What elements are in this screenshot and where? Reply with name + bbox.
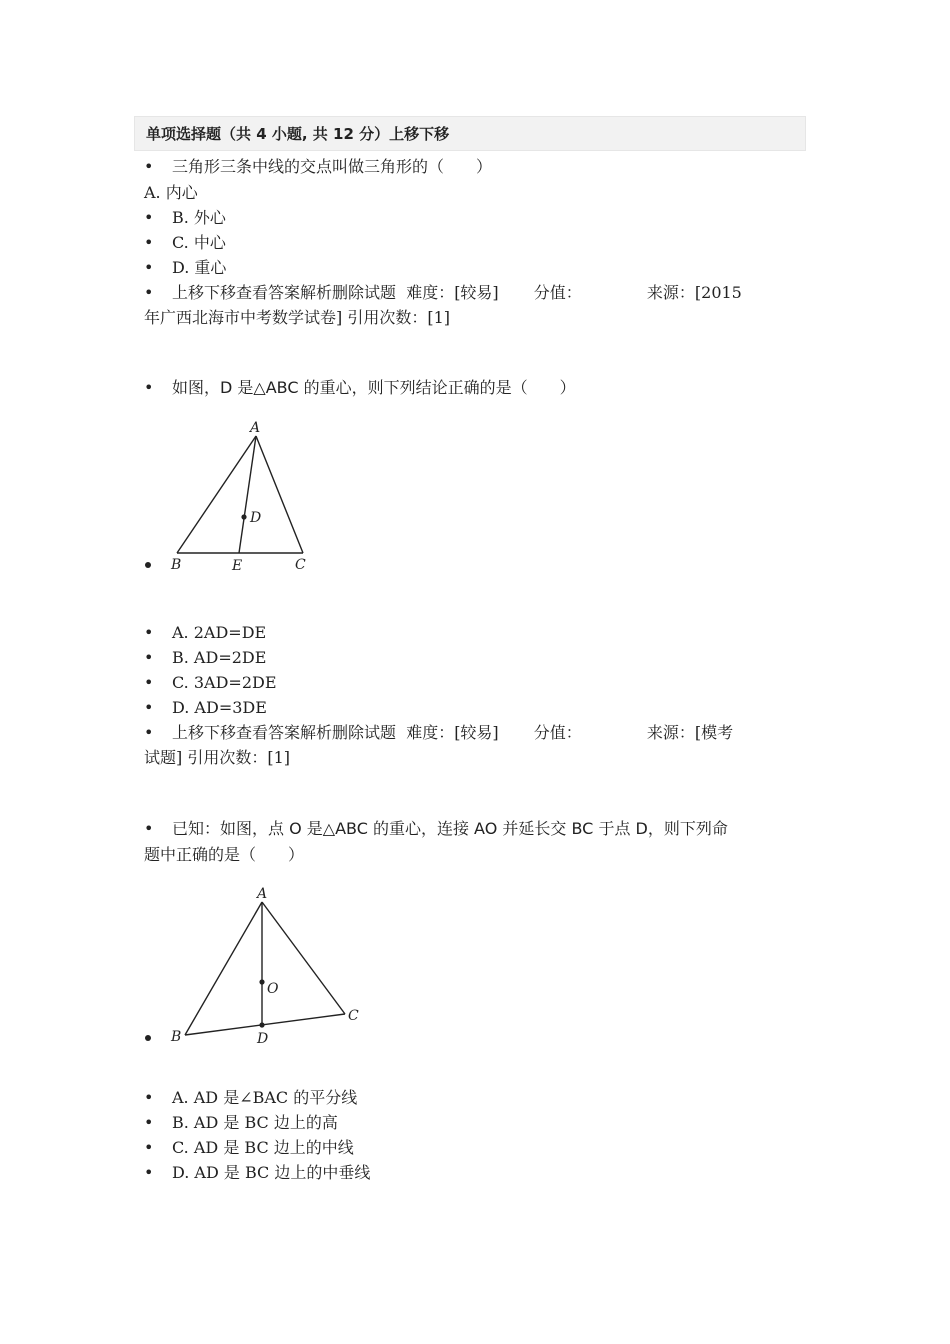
label-a: A <box>257 886 268 902</box>
question-3-stem: • 已知：如图，点 O 是△ABC 的重心，连接 AO 并延长交 BC 于点 D，则下列命 <box>144 816 728 841</box>
question-actions[interactable]: 上移下移查看答案解析删除试题 <box>172 283 397 302</box>
question-3-figure <box>144 882 369 1052</box>
question-3-stem-cont: 题中正确的是（ ） <box>144 845 305 864</box>
question-2-stem: • 如图，D 是△ABC 的重心，则下列结论正确的是（ ） <box>144 375 576 400</box>
question-2-meta-cont <box>144 745 290 770</box>
question-3-option-b[interactable]: • B. AD 是 BC 边上的高 <box>144 1110 338 1135</box>
source-label: 来源：[2015 <box>646 283 742 302</box>
cite-count: 引用次数：[1] <box>187 748 291 767</box>
side-ac <box>256 436 303 553</box>
section-title: 单项选择题（共 4 小题, 共 12 分） <box>146 125 390 143</box>
label-o: O <box>267 981 279 997</box>
question-1-option-d[interactable]: • D. 重心 <box>144 255 226 280</box>
label-c: C <box>295 557 306 573</box>
question-2-option-d[interactable]: • D. AD=3DE <box>144 695 267 720</box>
median-ae <box>239 436 256 553</box>
question-2-option-c[interactable]: • C. 3AD=2DE <box>144 670 277 695</box>
label-d: D <box>257 1031 269 1047</box>
question-1-stem: • 三角形三条中线的交点叫做三角形的（ ） <box>144 154 492 179</box>
figure-bullet <box>145 1035 151 1041</box>
source-label: 来源：[模考 <box>646 723 734 742</box>
label-d: D <box>250 510 262 526</box>
side-ab <box>185 902 262 1035</box>
question-1-option-c[interactable]: • C. 中心 <box>144 230 226 255</box>
side-ac <box>262 902 345 1014</box>
point-d <box>241 514 246 519</box>
label-c: C <box>348 1008 359 1024</box>
question-actions[interactable]: 上移下移查看答案解析删除试题 <box>172 723 397 742</box>
score-label: 分值： <box>533 723 582 742</box>
source-label-cont: 试题] <box>144 748 183 767</box>
point-d <box>259 1022 264 1027</box>
label-a: A <box>250 420 261 436</box>
question-3-option-a[interactable]: • A. AD 是∠BAC 的平分线 <box>144 1085 357 1110</box>
question-2-figure <box>144 415 324 580</box>
difficulty-label: 难度：[较易] <box>406 723 499 742</box>
label-e: E <box>232 558 243 574</box>
score-label: 分值： <box>533 283 582 302</box>
question-1-meta-cont <box>144 305 450 330</box>
label-b: B <box>171 557 182 573</box>
move-down-link[interactable]: 下移 <box>419 125 450 143</box>
question-2-meta <box>144 720 733 745</box>
question-2-option-b[interactable]: • B. AD=2DE <box>144 645 266 670</box>
difficulty-label: 难度：[较易] <box>406 283 499 302</box>
question-1-meta <box>144 280 742 305</box>
question-3-option-c[interactable]: • C. AD 是 BC 边上的中线 <box>144 1135 354 1160</box>
point-o <box>259 979 264 984</box>
move-up-link[interactable]: 上移 <box>389 125 420 143</box>
cite-count: 引用次数：[1] <box>347 308 451 327</box>
side-ab <box>177 436 256 553</box>
label-b: B <box>171 1029 182 1045</box>
source-label-cont: 年广西北海市中考数学试卷] <box>144 308 343 327</box>
section-header <box>134 116 806 151</box>
question-1-option-b[interactable]: • B. 外心 <box>144 205 226 230</box>
figure-bullet <box>145 562 151 568</box>
question-1-option-a[interactable]: A. 内心 <box>144 183 198 202</box>
question-3-option-d[interactable]: • D. AD 是 BC 边上的中垂线 <box>144 1160 370 1185</box>
question-2-option-a[interactable]: • A. 2AD=DE <box>144 620 266 645</box>
